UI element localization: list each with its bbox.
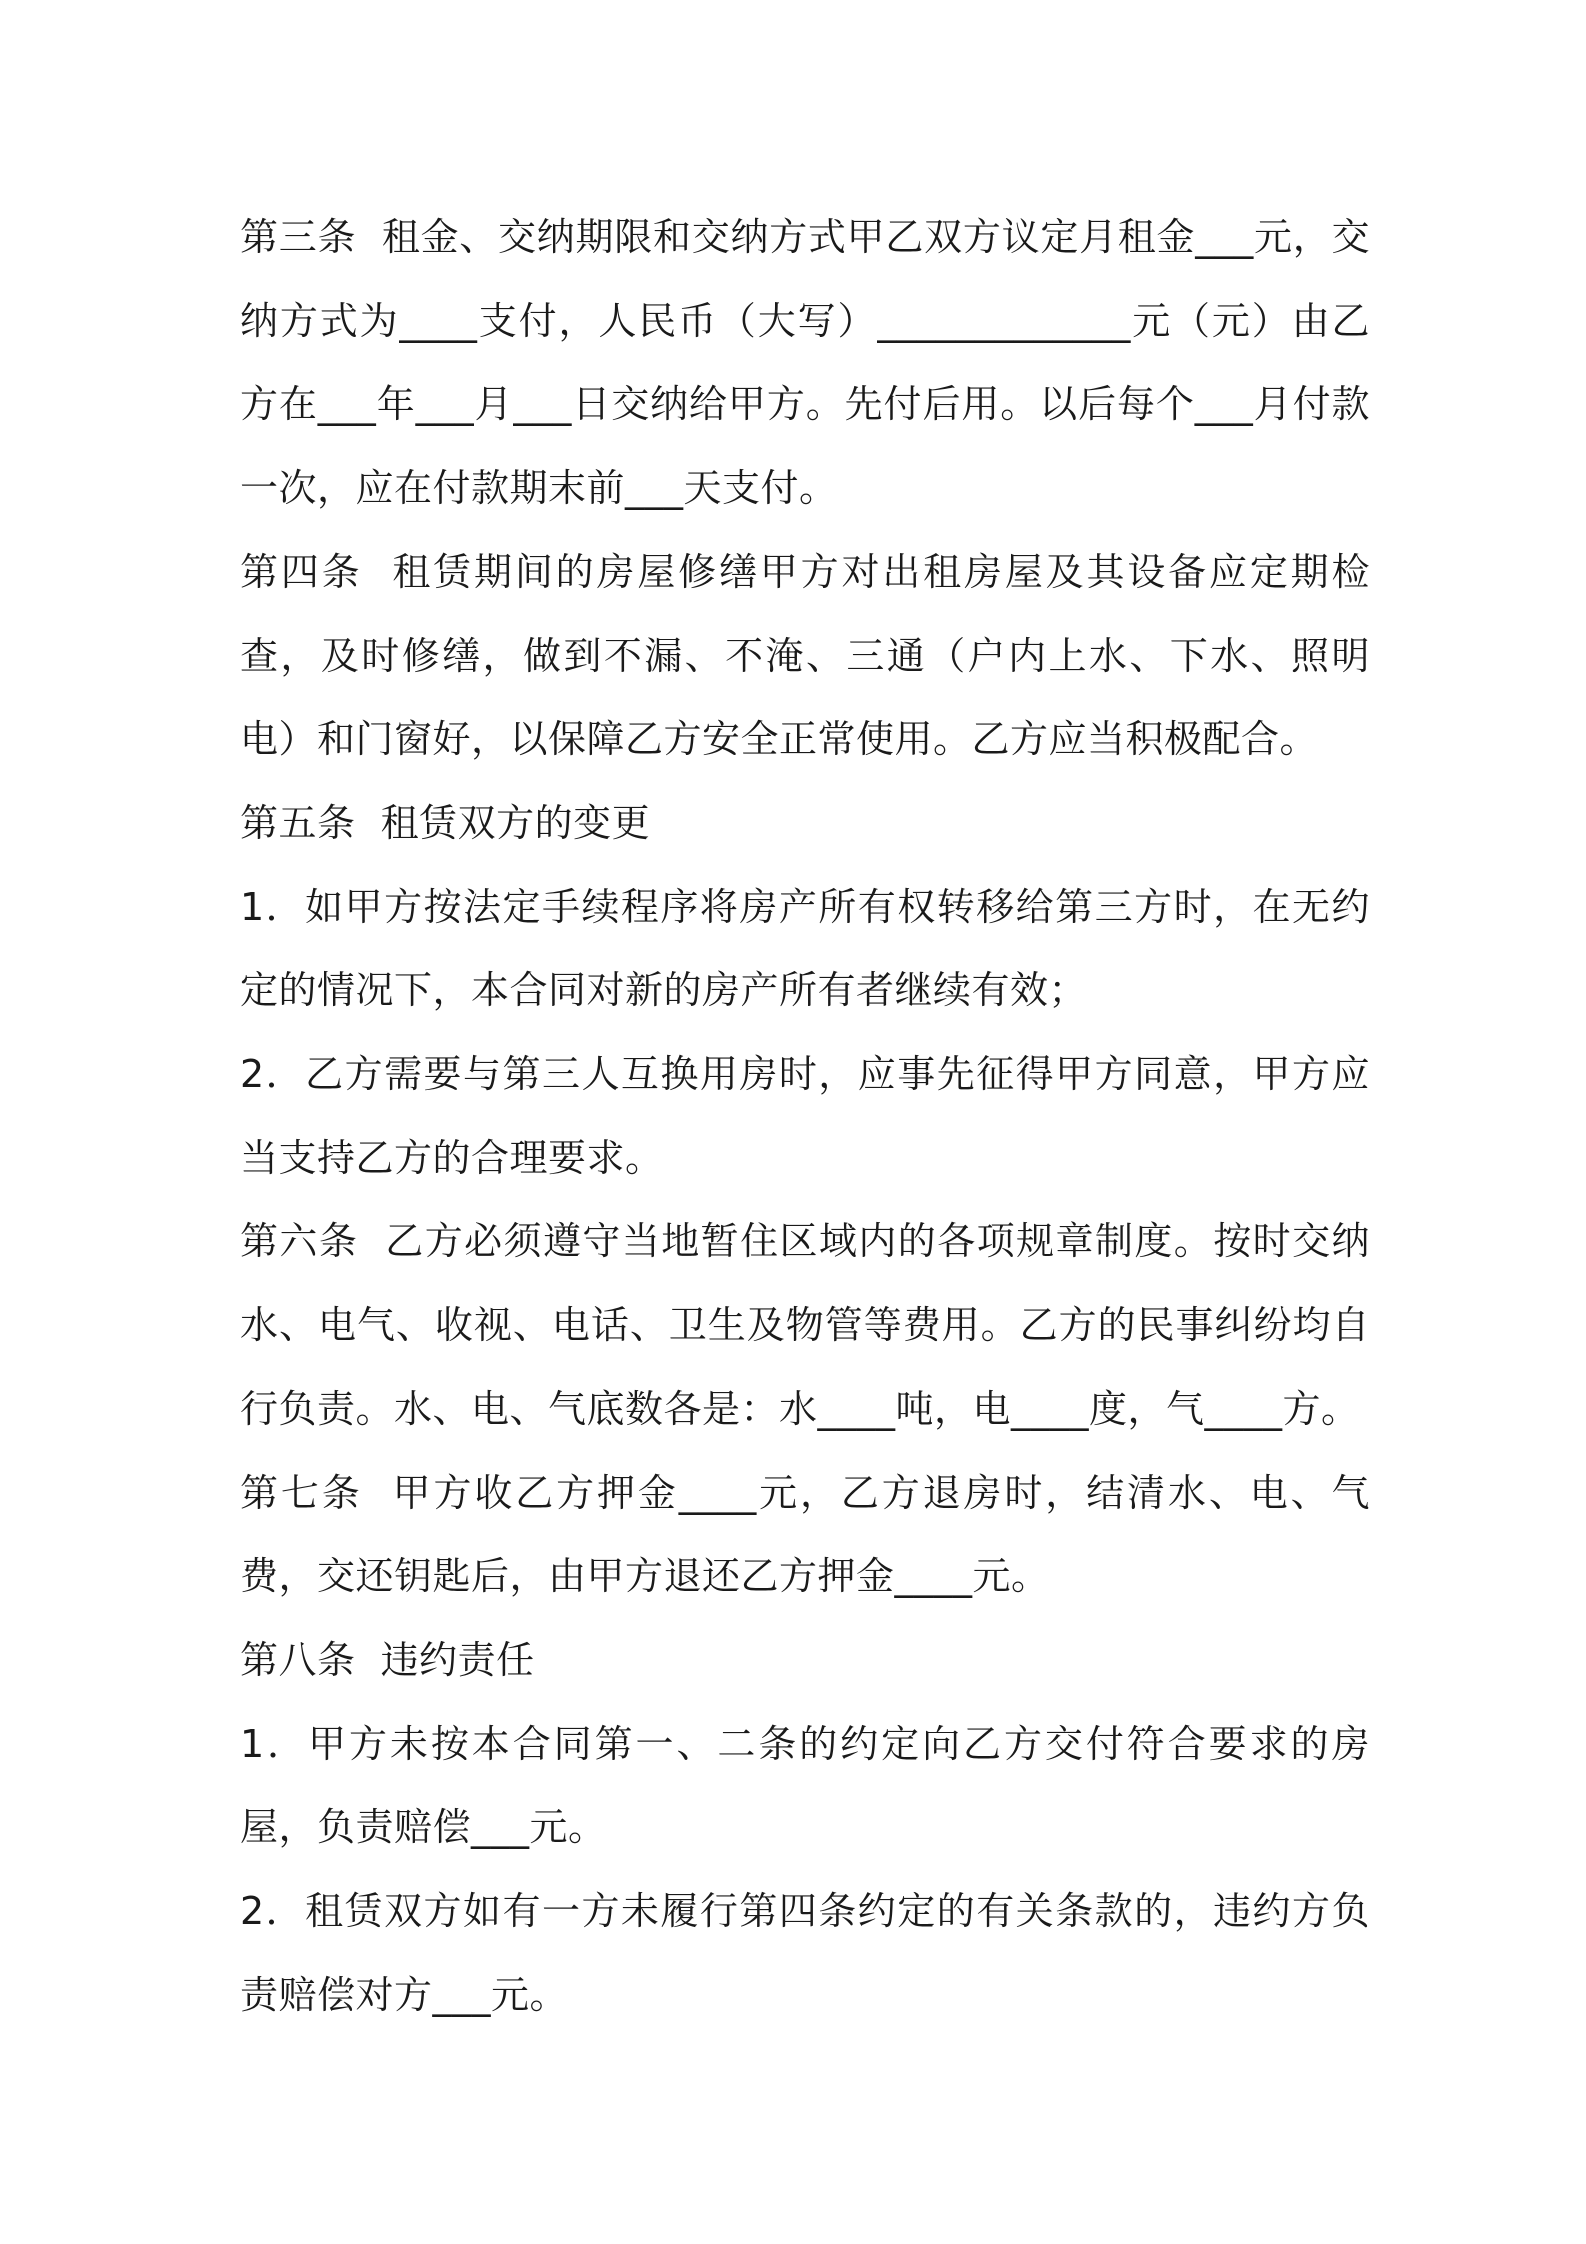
article-4-repairs: 第四条 租赁期间的房屋修缮甲方对出租房屋及其设备应定期检查，及时修缮，做到不漏、不淹、三通（户内上水、下水、照明电）和门窗好，以保障乙方安全正常使用。乙方应当积极配合。 <box>240 549 1370 762</box>
article-5-item-1: 1．如甲方按法定手续程序将房产所有权转移给第三方时，在无约定的情况下，本合同对新的房产所有者继续有效； <box>240 884 1370 1013</box>
article-6-regulations: 第六条 乙方必须遵守当地暂住区域内的各项规章制度。按时交纳水、电气、收视、电话、卫生及物管等费用。乙方的民事纠纷均自行负责。水、电、气底数各是：水____吨，电____度，气____方。 <box>240 1219 1370 1431</box>
article-8-item-2: 2．租赁双方如有一方未履行第四条约定的有关条款的，违约方负责赔偿对方___元。 <box>240 1889 1370 2017</box>
article-8-item-1: 1．甲方未按本合同第一、二条的约定向乙方交付符合要求的房屋，负责赔偿___元。 <box>240 1721 1370 1850</box>
article-5-item-2: 2．乙方需要与第三人互换用房时，应事先征得甲方同意，甲方应当支持乙方的合理要求。 <box>240 1052 1370 1180</box>
article-3-rent-payment: 第三条 租金、交纳期限和交纳方式甲乙双方议定月租金___元，交纳方式为____支付，人民币（大写）_____________元（元）由乙方在___年___月___日交纳给甲方。先付后用。以后每个___月付款一次，应在付款期末前___天支付。 <box>240 215 1370 511</box>
article-8-heading: 第八条 违约责任 <box>240 1637 535 1682</box>
document-body <box>240 196 1370 2037</box>
article-5-heading: 第五条 租赁双方的变更 <box>240 800 651 845</box>
article-7-deposit: 第七条 甲方收乙方押金____元，乙方退房时，结清水、电、气费，交还钥匙后，由甲方退还乙方押金____元。 <box>240 1470 1370 1599</box>
